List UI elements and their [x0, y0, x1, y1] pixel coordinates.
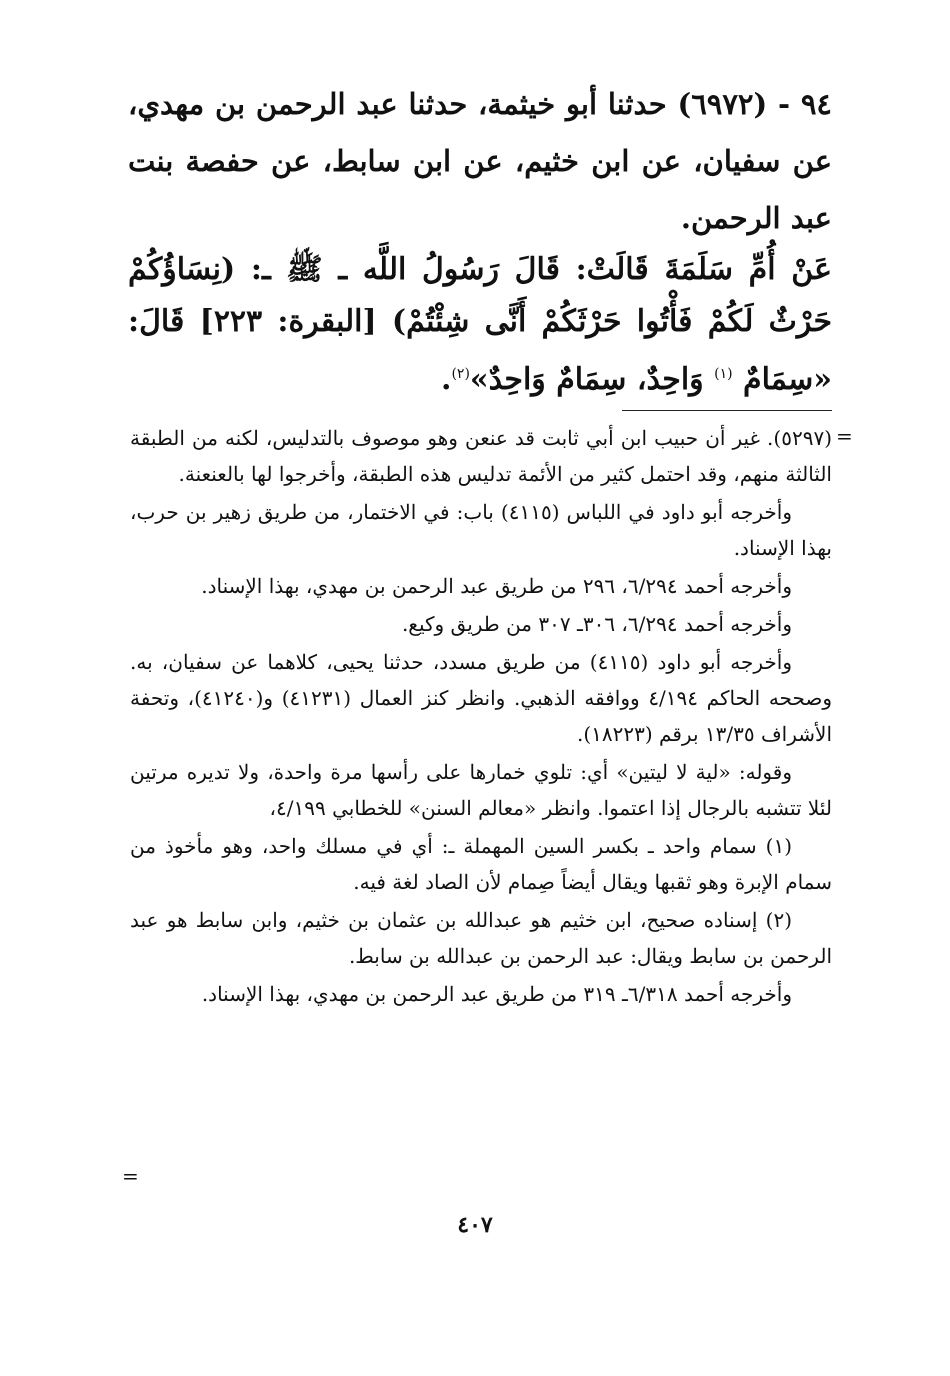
footnote-2: (٢) إسناده صحيح، ابن خثيم هو عبدالله بن عثمان بن خثيم، وابن سابط هو عبد الرحمن بن سابط ويقال: عبد الرحمن بن عبدالله بن سابط. — [130, 908, 832, 968]
footnotes — [130, 420, 832, 1014]
hadith-isnad — [128, 76, 832, 247]
note-paragraph: وأخرجه أحمد ٦/٢٩٤، ٢٩٦ من طريق عبد الرحمن بن مهدي، بهذا الإسناد. — [201, 574, 792, 598]
matn-text-part2: وَاحِدٌ، سِمَامٌ وَاحِدٌ» — [469, 362, 704, 397]
hadith-matn — [128, 244, 832, 406]
note-paragraph: وأخرجه أبو داود (٤١١٥) من طريق مسدد، حدثنا يحيى، كلاهما عن سفيان، به. وصححه الحاكم ٤/١٩٤ ووافقه الذهبي. وانظر كنز العمال (٤١٢٣١) و(٤١٢٤٠)، وتحفة الأشراف ١٣/٣٥ برقم (١٨٢٢٣). — [130, 650, 833, 746]
footnote-ref-1[interactable]: (١) — [714, 366, 733, 382]
page-number: ٤٠٧ — [457, 1212, 493, 1238]
footnote-ref-2[interactable]: (٢) — [451, 366, 470, 382]
matn-text-part1: عَنْ أُمِّ سَلَمَةَ قَالَتْ: قَالَ رَسُولُ اللَّه ـ ﷺ ـ: (نِسَاؤُكُمْ حَرْثٌ لَكُمْ فَأْتُوا حَرْثَكُمْ أَنَّى شِئْتُمْ) [البقرة: ٢٢٣] قَالَ: «سِمَامٌ — [128, 252, 832, 397]
note-paragraph: وقوله: «لية لا ليتين» أي: تلوي خمارها على رأسها مرة واحدة، ولا تديره مرتين لئلا تتشبه بالرجال إذا اعتموا. وانظر «معالم السنن» للخطابي ٤/١٩٩، — [130, 760, 832, 820]
continuation-mark-top: = — [836, 424, 853, 448]
note-paragraph: وأخرجه أحمد ٦/٢٩٤، ٣٠٦ـ ٣٠٧ من طريق وكيع. — [401, 612, 792, 636]
footnote-1: (١) سمام واحد ـ بكسر السين المهملة ـ: أي في مسلك واحد، وهو مأخوذ من سمام الإبرة وهو ثقبها ويقال أيضاً صِمام لأن الصاد لغة فيه. — [130, 834, 832, 894]
matn-end-mark: . — [441, 362, 452, 397]
note-paragraph: وأخرجه أبو داود في اللباس (٤١١٥) باب: في الاختمار، من طريق زهير بن حرب، بهذا الإسناد. — [130, 500, 832, 560]
note-paragraph: وأخرجه أحمد ٦/٣١٨ـ ٣١٩ من طريق عبد الرحمن بن مهدي، بهذا الإسناد. — [201, 982, 792, 1006]
note-paragraph: (٥٢٩٧). غير أن حبيب ابن أبي ثابت قد عنعن وهو موصوف بالتدليس، لكنه من الطبقة الثالثة منهم، وقد احتمل كثير من الأئمة تدليس هذه الطبقة، وأخرجوا لها بالعنعنة. — [130, 426, 832, 486]
continuation-mark-bottom: = — [122, 1164, 139, 1188]
footnote-separator — [622, 410, 832, 411]
hadith-intro-text: ٩٤ - (٦٩٧٢) حدثنا أبو خيثمة، حدثنا عبد الرحمن بن مهدي، عن سفيان، عن ابن خثيم، عن ابن سابط، عن حفصة بنت عبد الرحمن. — [128, 87, 833, 235]
